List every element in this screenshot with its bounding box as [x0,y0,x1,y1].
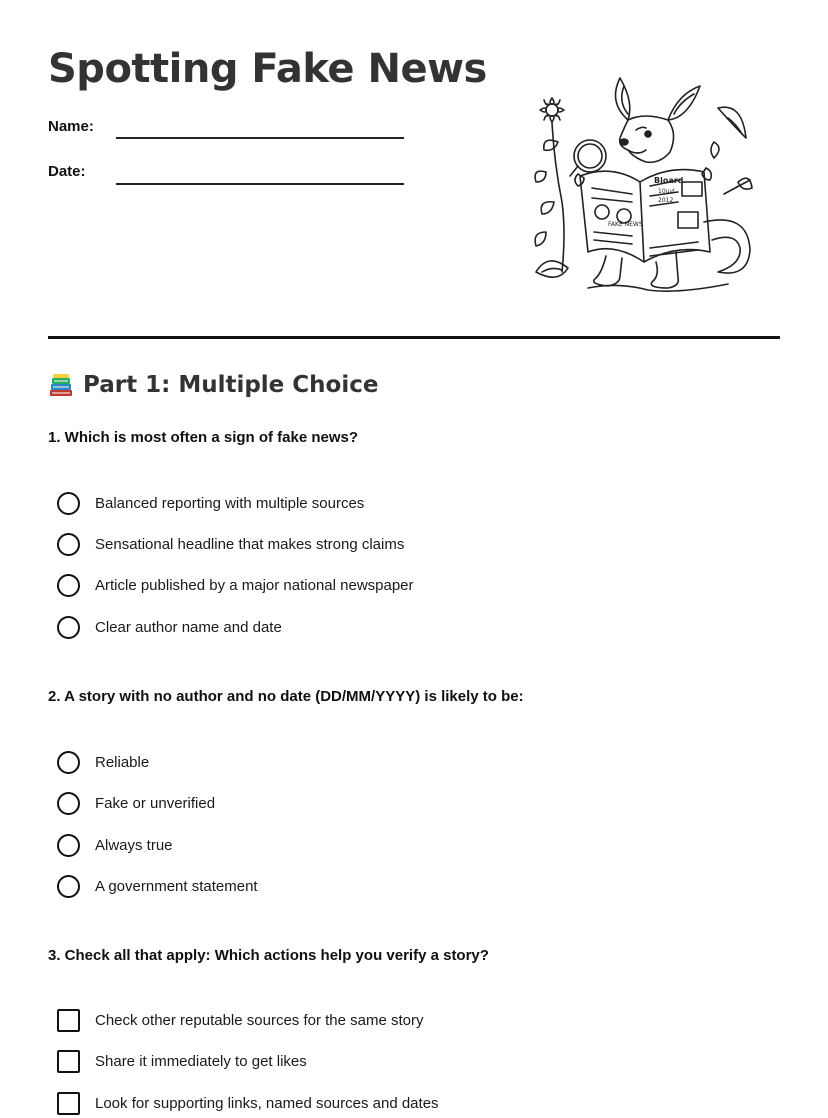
q2-option-3[interactable] [57,834,173,857]
q1-option-1[interactable] [57,492,364,515]
option-label: Always true [95,837,173,854]
radio-button[interactable] [57,875,80,898]
worksheet-title: Spotting Fake News [48,46,487,92]
option-label: Reliable [95,754,150,771]
q2-option-1[interactable] [57,751,149,774]
radio-button[interactable] [57,574,80,597]
q3-option-3[interactable] [57,1092,439,1115]
radio-button[interactable] [57,792,80,815]
checkbox[interactable] [57,1092,80,1115]
radio-button[interactable] [57,834,80,857]
question-3: 3. Check all that apply: Which actions help you verify a story? [48,947,489,964]
option-label: Sensational headline that makes strong claims [95,536,405,553]
section-divider [48,336,780,339]
kangaroo-reading-newspaper-illustration [528,72,760,298]
option-label: Share it immediately to get likes [95,1053,307,1070]
name-label: Name: [48,118,94,135]
name-field[interactable] [116,137,404,139]
books-icon [48,372,74,398]
option-label: Check other reputable sources for the same story [95,1012,424,1029]
newspaper-line: 10uvl. [658,188,677,195]
option-label: Look for supporting links, named sources and dates [95,1095,439,1112]
option-label: Clear author name and date [95,619,282,636]
option-label: A government statement [95,878,258,895]
q3-option-2[interactable] [57,1050,307,1073]
newspaper-masthead: Bloard [654,176,684,185]
radio-button[interactable] [57,533,80,556]
q3-option-1[interactable] [57,1009,424,1032]
checkbox[interactable] [57,1009,80,1032]
question-1: 1. Which is most often a sign of fake news? [48,429,359,446]
checkbox[interactable] [57,1050,80,1073]
radio-button[interactable] [57,616,80,639]
date-label: Date: [48,163,86,180]
question-2: 2. A story with no author and no date (DD/MM/YYYY) is likely to be: [48,688,524,705]
q2-option-4[interactable] [57,875,258,898]
option-label: Fake or unverified [95,795,216,812]
newspaper-year: 2012 [658,197,674,204]
option-label: Article published by a major national newspaper [95,577,414,594]
radio-button[interactable] [57,492,80,515]
date-field[interactable] [116,183,404,185]
q2-option-2[interactable] [57,792,215,815]
radio-button[interactable] [57,751,80,774]
q1-option-4[interactable] [57,616,282,639]
flower-icon [540,98,564,272]
q1-option-3[interactable] [57,574,414,597]
part1-title: Part 1: Multiple Choice [83,372,379,398]
part1-heading [48,372,378,398]
q1-option-2[interactable] [57,533,404,556]
newspaper-headline: FAKE NEWS [608,221,643,228]
option-label: Balanced reporting with multiple sources [95,495,365,512]
